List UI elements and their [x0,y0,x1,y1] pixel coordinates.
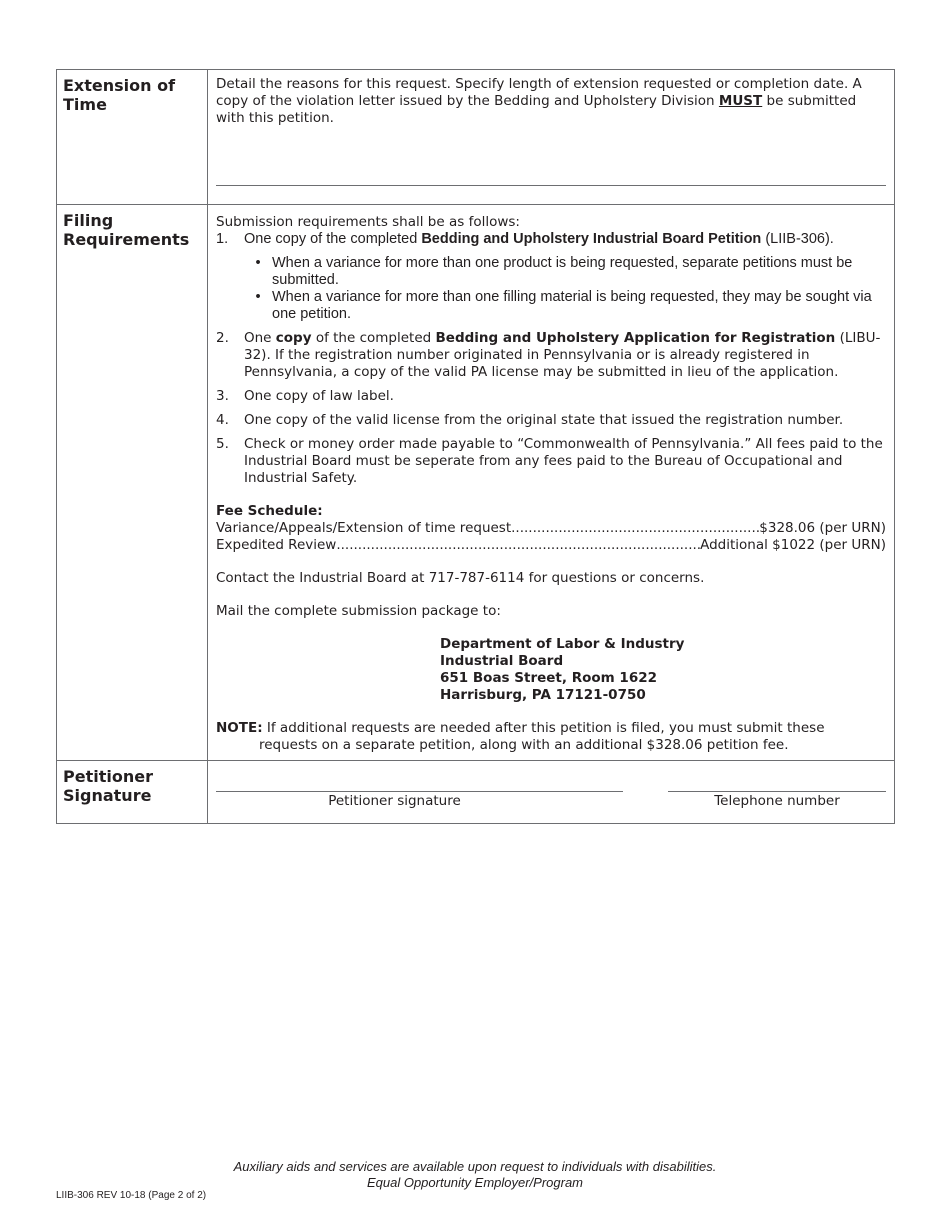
fee-schedule-heading: Fee Schedule: [216,503,323,519]
item-2-number: 2. [216,330,229,346]
bullet-item [244,289,886,323]
bullet-text: When a variance for more than one filling material is being requested, they may be sought via one petition. [272,289,872,322]
leader-dots [511,520,759,537]
footer-line-2: Equal Opportunity Employer/Program [366,1175,584,1190]
item-1-bold: Bedding and Upholstery Industrial Board Petition [421,231,762,247]
bullet-item [244,255,886,289]
item-2-bold: Bedding and Upholstery Application for Registration [435,330,836,346]
extension-label: Extension of Time [57,70,208,205]
form-id: LIIB-306 REV 10-18 (Page 2 of 2) [56,1190,207,1201]
fee-row-expedited [216,537,886,554]
item-1-number: 1. [216,231,229,247]
requirement-item-3 [216,388,886,405]
filing-row [57,205,895,761]
address-line: Harrisburg, PA 17121-0750 [440,687,646,703]
item-2-text [244,330,886,381]
item-2-after: (LIBU-32). If the registration number originated in Pennsylvania or is already registered in Pennsylvania, a copy of the valid PA license may be submitted in lieu of the application. [244,330,881,380]
accessibility-footer [0,1159,950,1191]
extension-instructions [216,76,886,127]
item-2-one: One [244,330,276,346]
item-1-before: One copy of the completed [244,231,422,247]
signature-caption: Petitioner signature [328,793,461,809]
requirement-item-5 [216,436,886,487]
signature-label: Petitioner Signature [57,761,208,824]
bullet-icon: • [255,289,261,305]
item-3-number: 3. [216,388,229,404]
telephone-caption: Telephone number [714,793,840,809]
mail-instruction: Mail the complete submission package to: [216,603,501,619]
item-4-number: 4. [216,412,229,428]
item-1-text [244,231,886,248]
leader-dots [336,537,700,554]
item-5-text: Check or money order made payable to “Commonwealth of Pennsylvania.” All fees paid to the Industrial Board must be seperate from any fees paid to the Bureau of Occupational and Industrial Safety. [244,436,883,486]
petition-form-table [56,69,895,824]
telephone-field[interactable] [668,791,886,792]
address-line: 651 Boas Street, Room 1622 [440,670,658,686]
signature-area [216,761,886,811]
mailing-address [216,636,886,704]
extension-reason-line[interactable] [216,185,886,186]
fee-amount: Additional $1022 (per URN) [700,537,886,553]
signature-content [208,761,895,824]
signature-field[interactable] [216,791,623,792]
fee-name: Expedited Review [216,537,337,553]
address-line: Department of Labor & Industry [440,636,685,652]
extension-text-before: Detail the reasons for this request. Specify length of extension requested or completion date. A copy of the violation letter issued by the Bedding and Upholstery Division [216,76,862,109]
item-1-bullets [244,255,886,323]
item-2-mid: of the completed [311,330,436,346]
fee-name: Variance/Appeals/Extension of time request [216,520,512,536]
fee-row-variance [216,520,886,537]
item-1-after: (LIIB-306). [761,231,834,247]
item-4-text: One copy of the valid license from the original state that issued the registration number. [244,412,844,428]
extension-content [208,70,895,205]
note-paragraph [216,720,886,754]
fee-amount: $328.06 (per URN) [759,520,886,536]
requirement-item-4 [216,412,886,429]
must-emphasis: MUST [718,93,763,109]
item-5-number: 5. [216,436,229,452]
requirement-item-2 [216,330,886,381]
footer-line-1: Auxiliary aids and services are available upon request to individuals with disabilities. [233,1159,717,1174]
bullet-text: When a variance for more than one product is being requested, separate petitions must be submitted. [272,255,853,288]
item-3-text: One copy of law label. [244,388,394,404]
filing-content [208,205,895,761]
filing-intro: Submission requirements shall be as follows: [216,214,520,230]
extension-text-after: be submitted with this petition. [216,93,857,126]
note-text: If additional requests are needed after this petition is filed, you must submit these requests on a separate petition, along with an additional $328.06 petition fee. [259,720,825,753]
bullet-icon: • [255,255,261,271]
item-2-copy: copy [275,330,312,346]
contact-text: Contact the Industrial Board at 717-787-6114 for questions or concerns. [216,570,705,586]
requirement-item-1 [216,231,886,248]
signature-row [57,761,895,824]
filing-label: Filing Requirements [57,205,208,761]
extension-row [57,70,895,205]
address-line: Industrial Board [440,653,564,669]
note-label: NOTE: [216,720,263,736]
